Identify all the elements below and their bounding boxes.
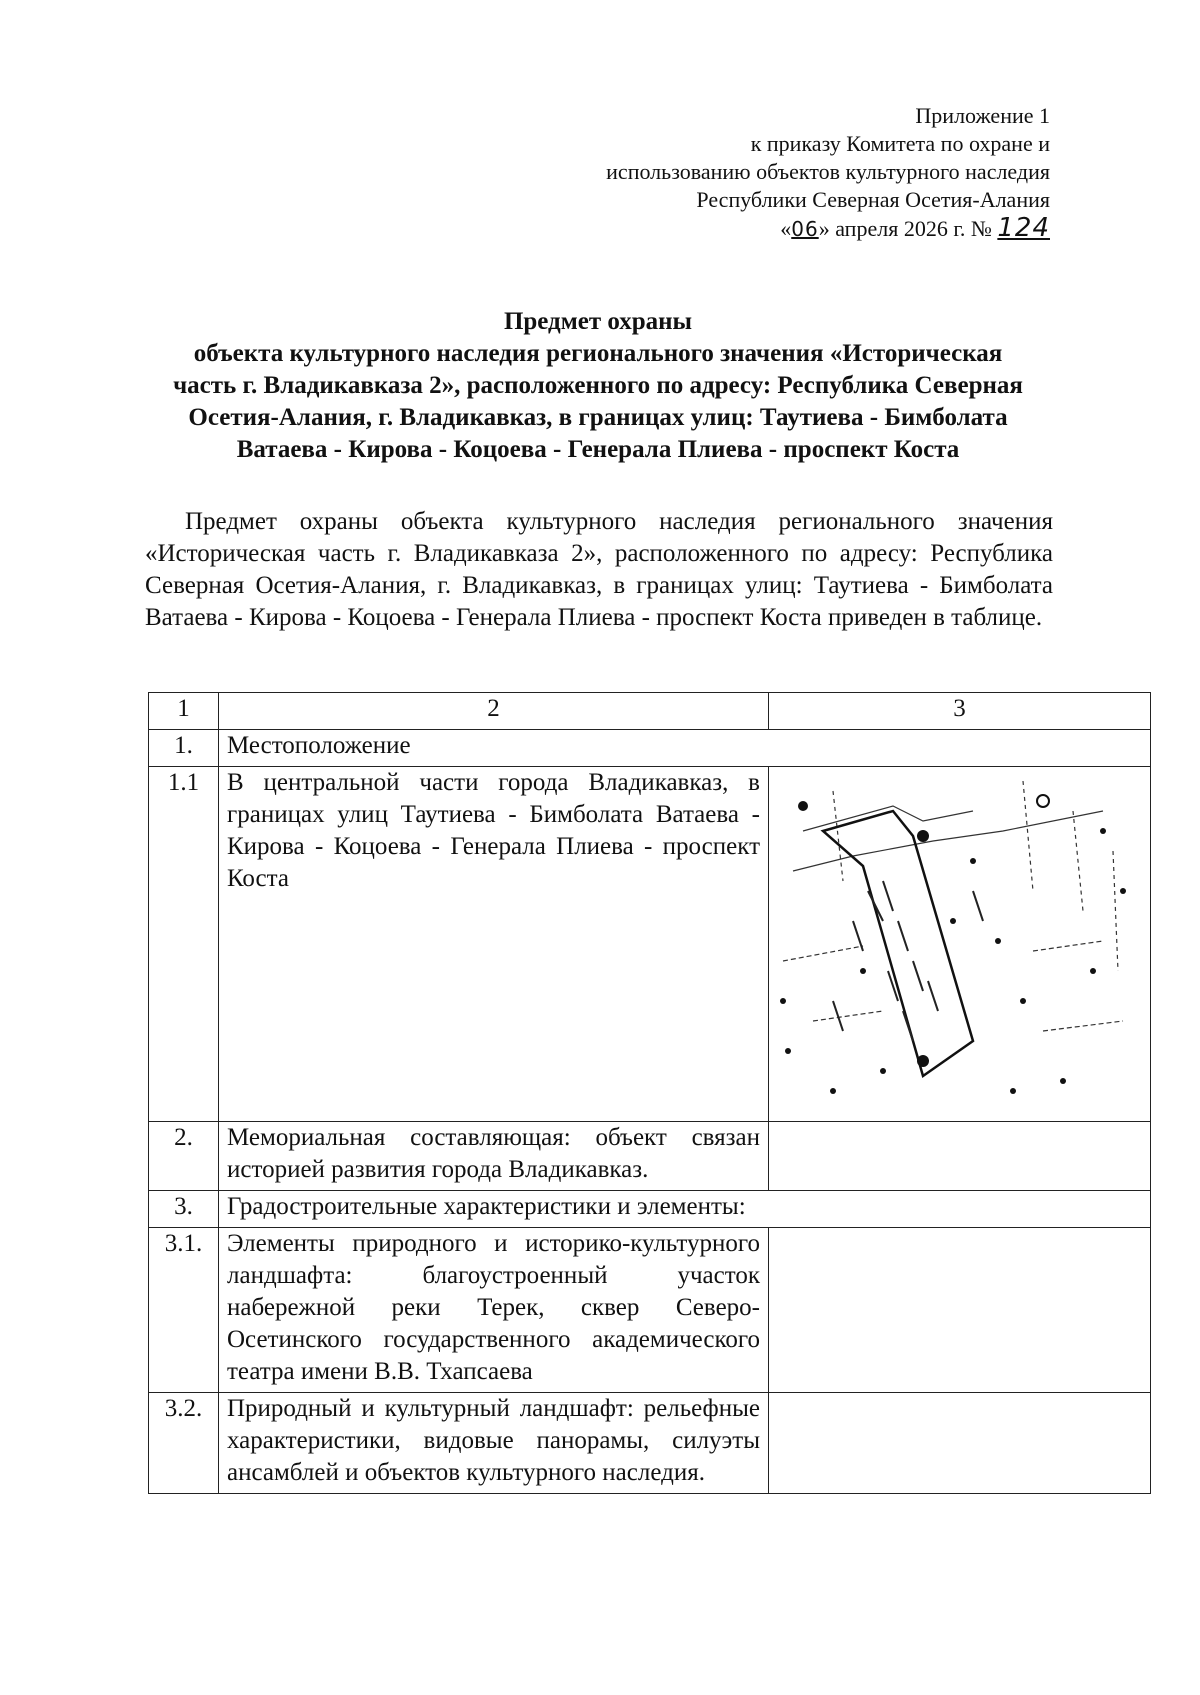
handwritten-order-number: 124 xyxy=(997,213,1050,243)
row-text: Местоположение xyxy=(219,730,1151,767)
map-street xyxy=(1033,941,1103,951)
handwritten-day: 06 xyxy=(791,217,819,241)
table-row xyxy=(149,1191,1151,1228)
map-street xyxy=(813,1011,883,1021)
row-text: Мемориальная составляющая: объект связан историей развития города Владикавказ. xyxy=(219,1122,769,1191)
title-line: часть г. Владикавказа 2», расположенного по адресу: Республика Северная xyxy=(173,372,1023,399)
appendix-line: использованию объектов культурного наследия xyxy=(606,159,1050,184)
row-text: Градостроительные характеристики и элементы: xyxy=(219,1191,1151,1228)
location-map xyxy=(773,771,1145,1117)
empty-cell xyxy=(769,1393,1151,1494)
row-number: 1. xyxy=(149,730,219,767)
row-text: Элементы природного и историко-культурного ландшафта: благоустроенный участок набережной реки Терек, сквер Северо-Осетинского государственного академического театра имени В.В. Тхапсаева xyxy=(219,1228,769,1393)
map-street xyxy=(833,791,843,881)
row-number: 1.1 xyxy=(149,767,219,1122)
title-line: объекта культурного наследия регионального значения «Историческая xyxy=(193,340,1003,367)
map-street xyxy=(803,806,973,831)
map-hatch xyxy=(833,881,983,1041)
row-text: В центральной части города Владикавказ, в границах улиц Таутиева - Бимболата Ватаева - Кирова - Коцоева - Генерала Плиева - проспект Коста xyxy=(219,767,769,1122)
map-street xyxy=(1023,781,1033,891)
row-number: 2. xyxy=(149,1122,219,1191)
empty-cell xyxy=(769,1228,1151,1393)
appendix-date-line: «06» апреля 2026 г. № 124 xyxy=(780,213,1050,243)
title-line: Осетия-Алания, г. Владикавказ, в границах улиц: Таутиева - Бимболата xyxy=(188,404,1008,431)
row-number: 3.2. xyxy=(149,1393,219,1494)
map-street xyxy=(783,946,863,961)
table-header-cell: 2 xyxy=(219,693,769,730)
intro-paragraph: Предмет охраны объекта культурного наследия регионального значения «Историческая часть г. Владикавказа 2», расположенного по адресу: Республика Северная Осетия-Алания, г. Владикавказ, в границах улиц: Таутиева - Бимболата Ватаева - Кирова - Коцоева - Генерала Плиева - проспект Коста приведен в таблице. xyxy=(145,508,1053,631)
row-number: 3.1. xyxy=(149,1228,219,1393)
appendix-line: к приказу Комитета по охране и xyxy=(750,131,1050,156)
table-header-cell: 1 xyxy=(149,693,219,730)
table-row xyxy=(149,1393,1151,1494)
map-street xyxy=(1113,851,1118,971)
table-header-row xyxy=(149,693,1151,730)
row-number: 3. xyxy=(149,1191,219,1228)
table-row xyxy=(149,730,1151,767)
document-title xyxy=(140,306,1056,466)
location-map-graphic xyxy=(773,771,1145,1117)
title-line: Ватаева - Кирова - Коцоева - Генерала Плиева - проспект Коста xyxy=(236,436,960,463)
empty-cell xyxy=(769,1122,1151,1191)
table-row xyxy=(149,1122,1151,1191)
map-street xyxy=(1043,1021,1123,1031)
table-row xyxy=(149,767,1151,1122)
title-line: Предмет охраны xyxy=(503,308,693,335)
protection-table xyxy=(148,692,1151,1494)
location-map-cell xyxy=(769,767,1151,1122)
appendix-line: Приложение 1 xyxy=(915,103,1050,128)
table-row xyxy=(149,1228,1151,1393)
appendix-line: Республики Северная Осетия-Алания xyxy=(696,187,1050,212)
boundary-polygon xyxy=(823,811,973,1076)
row-text: Природный и культурный ландшафт: рельефные характеристики, видовые панорамы, силуэты ансамблей и объектов культурного наследия. xyxy=(219,1393,769,1494)
table-header-cell: 3 xyxy=(769,693,1151,730)
map-street xyxy=(1073,811,1083,911)
appendix-header xyxy=(606,102,1050,243)
map-street xyxy=(793,811,1103,871)
